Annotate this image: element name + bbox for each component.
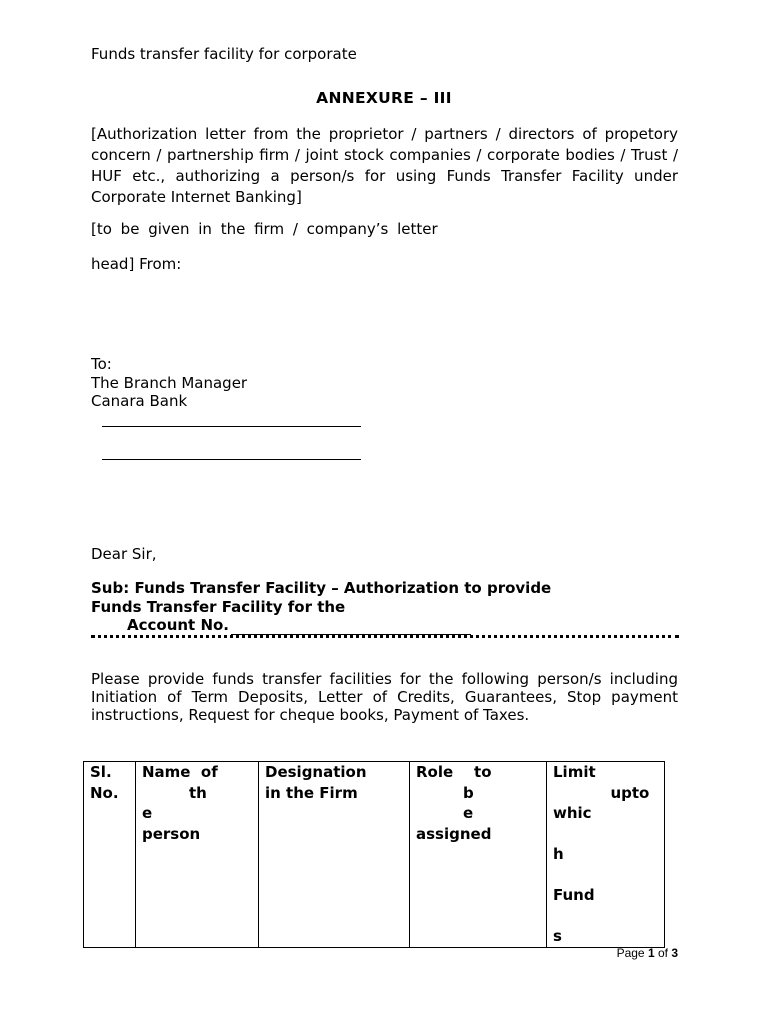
address-blank-line-1 [102, 426, 361, 427]
recipient-title: The Branch Manager [91, 373, 248, 392]
page-prefix: Page [616, 946, 648, 960]
col-name-line: th [142, 783, 207, 802]
col-name-line: Name of [142, 763, 218, 781]
account-number-blank [231, 620, 471, 635]
col-name-line: e [142, 804, 153, 822]
col-limit-line: Limit [553, 763, 596, 781]
col-role-line: e [416, 804, 474, 822]
col-limit-line [553, 824, 658, 845]
recipient-block [91, 355, 247, 411]
col-name-line: person [142, 824, 201, 843]
col-sl-no-line: No. [90, 783, 119, 802]
authorization-table [83, 761, 665, 948]
subject-block [91, 579, 691, 635]
col-limit-line: upto [553, 783, 650, 802]
request-paragraph: Please provide funds transfer facilities for the following person/s including Initiation of Term Deposits, Letter of Credits, Guarantees, Stop payment instructions, Request for cheque books, Payment of Taxes. [91, 670, 678, 724]
account-row [91, 616, 691, 635]
col-designation-line: Designation [265, 763, 367, 781]
subject-line-1: Sub: Funds Transfer Facility – Authorization to provide [91, 579, 552, 597]
col-limit-line: h [553, 845, 564, 863]
col-designation [259, 762, 410, 948]
table-header-row [84, 762, 665, 948]
annexure-title: ANNEXURE – III [316, 89, 452, 107]
recipient-bank: Canara Bank [91, 392, 188, 410]
col-limit [547, 762, 665, 948]
col-designation-line: in the Firm [265, 783, 358, 802]
salutation: Dear Sir, [91, 545, 157, 563]
col-limit-line: whic [553, 804, 592, 822]
page-current: 1 [647, 946, 655, 960]
page-of: of [654, 946, 672, 960]
authorization-note: [Authorization letter from the proprietor / partners / directors of propetory concern / partnership firm / joint stock companies / corporate bodies / Trust / HUF etc., authorizing a person/s for using Funds Transfer Facility under Corporate Internet Banking] [91, 125, 678, 206]
address-blank-line-2 [102, 459, 361, 460]
col-role-line: assigned [416, 824, 492, 843]
col-limit-line [553, 865, 658, 886]
page-total: 3 [671, 946, 678, 960]
col-sl-no [84, 762, 136, 948]
col-limit-line: s [553, 927, 562, 945]
col-limit-line: Fund [553, 886, 595, 904]
col-role-line: b [416, 783, 474, 802]
col-sl-no-line: Sl. [90, 763, 112, 781]
letterhead-note: [to be given in the firm / company’s letter [91, 220, 438, 238]
dotted-separator [91, 635, 679, 638]
col-name [136, 762, 259, 948]
col-role-line: Role to [416, 763, 492, 781]
document-header: Funds transfer facility for corporate [91, 45, 357, 63]
to-label: To: [91, 355, 112, 373]
page-footer [617, 946, 678, 960]
letterhead-from: head] From: [91, 255, 182, 273]
col-role [410, 762, 547, 948]
col-limit-line [553, 906, 658, 927]
account-label: Account No. [127, 616, 230, 634]
subject-line-2: Funds Transfer Facility for the [91, 597, 346, 616]
